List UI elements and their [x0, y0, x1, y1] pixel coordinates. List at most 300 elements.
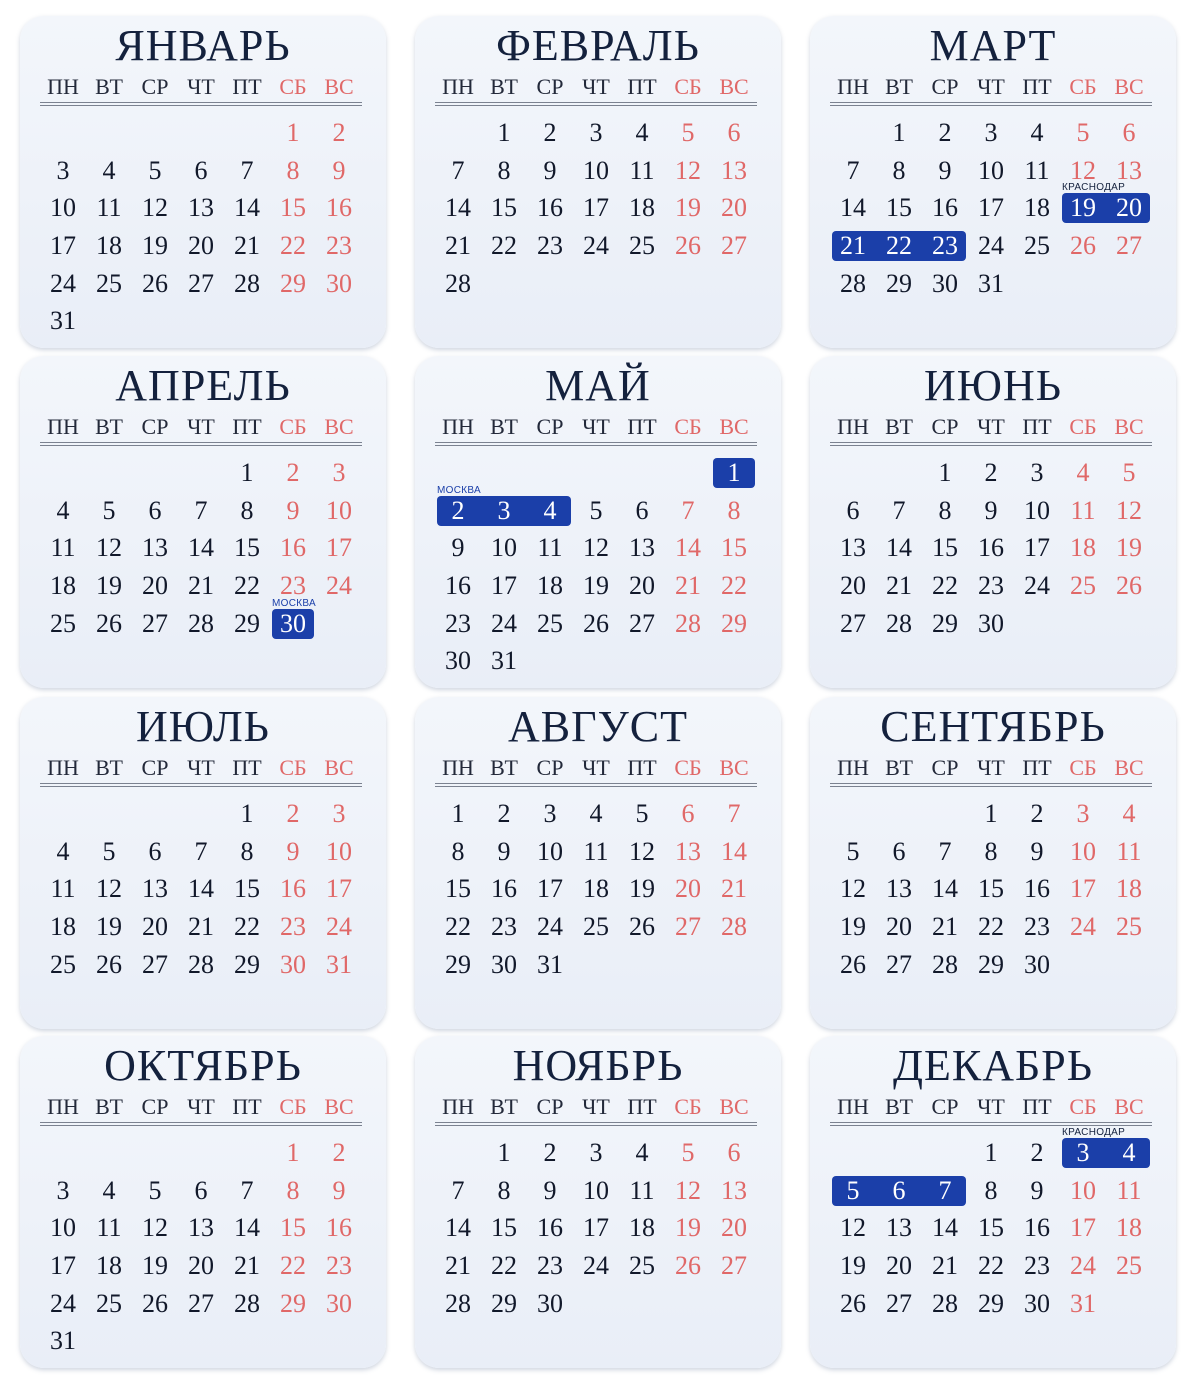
- day-cell: 17: [537, 874, 563, 904]
- day-cell: 6: [681, 799, 695, 828]
- day-cell: 19: [1116, 533, 1142, 563]
- day-cell: 29: [234, 949, 260, 979]
- weekday-label: СР: [931, 1094, 959, 1119]
- day-cell: 30: [326, 268, 352, 298]
- day-cell: 4: [1076, 458, 1090, 487]
- weekday-label: СР: [141, 755, 169, 780]
- day-cell: 18: [1116, 874, 1142, 904]
- weekday-label: ПН: [47, 1094, 79, 1119]
- day-cell: 18: [96, 1251, 122, 1281]
- day-cell: 5: [148, 155, 162, 185]
- weekday-header: [435, 1092, 757, 1126]
- day-cell: 11: [50, 874, 76, 904]
- day-cell: 9: [543, 155, 557, 185]
- day-cell: 18: [1024, 193, 1050, 223]
- empty-cell: [132, 454, 178, 492]
- day-cell: 23: [537, 231, 563, 261]
- weekday-header: [435, 72, 757, 106]
- empty-cell: [40, 795, 86, 833]
- day-cell: 14: [188, 874, 214, 904]
- weekday-label: ЧТ: [582, 414, 610, 439]
- day-cell: 21: [234, 231, 260, 261]
- day-cell: 30: [932, 268, 958, 298]
- day-cell: 11: [629, 1175, 655, 1205]
- day-cell: 27: [675, 912, 701, 942]
- day-cell: 3: [1030, 458, 1044, 487]
- day-cell: 30: [537, 1288, 563, 1318]
- day-cell: 11: [537, 533, 563, 563]
- weekday-label: ПН: [837, 755, 869, 780]
- day-cell: 24: [326, 571, 352, 601]
- day-cell: 16: [326, 193, 352, 223]
- empty-cell: [132, 114, 178, 152]
- empty-cell: [86, 114, 132, 152]
- day-cell: 29: [280, 268, 306, 298]
- day-cell: 8: [984, 1175, 998, 1205]
- day-cell: 30: [1024, 949, 1050, 979]
- day-cell: 9: [286, 836, 300, 866]
- day-cell: 22: [978, 1251, 1004, 1281]
- day-cell: 27: [721, 1251, 747, 1281]
- empty-cell: [435, 1134, 481, 1172]
- weekday-label: СБ: [279, 414, 307, 439]
- day-cell: 27: [721, 231, 747, 261]
- day-cell: 15: [234, 874, 260, 904]
- day-cell: 16: [932, 193, 958, 223]
- weekday-label: ВТ: [885, 74, 913, 99]
- day-cell: 11: [96, 1213, 122, 1243]
- days-grid: [40, 795, 362, 983]
- day-cell: 5: [681, 1138, 695, 1167]
- day-cell: 27: [142, 949, 168, 979]
- day-cell: 13: [886, 874, 912, 904]
- day-cell: 15: [978, 874, 1004, 904]
- weekday-label: ПТ: [627, 755, 657, 780]
- day-cell: 14: [445, 193, 471, 223]
- day-cell: 2: [497, 799, 511, 828]
- day-cell: 16: [280, 533, 306, 563]
- day-cell: 13: [721, 1175, 747, 1205]
- day-cell: 22: [234, 571, 260, 601]
- day-cell: 3: [543, 799, 557, 828]
- day-cell: 4: [102, 1175, 116, 1205]
- weekday-label: ПН: [47, 755, 79, 780]
- day-cell: 7: [194, 495, 208, 525]
- day-cell: 25: [50, 608, 76, 638]
- day-cell: 9: [332, 155, 346, 185]
- weekday-label: ВС: [324, 1094, 354, 1119]
- day-cell: 24: [537, 912, 563, 942]
- day-cell: 29: [280, 1288, 306, 1318]
- weekday-label: ВТ: [885, 755, 913, 780]
- day-cell: 24: [583, 231, 609, 261]
- day-cell: 3: [332, 799, 346, 828]
- day-cell: 2: [332, 118, 346, 147]
- day-cell: 17: [1070, 874, 1096, 904]
- month-title: ДЕКАБРЬ: [892, 1041, 1093, 1090]
- day-cell: 18: [537, 571, 563, 601]
- day-cell: 30: [491, 949, 517, 979]
- weekday-label: ВС: [719, 1094, 749, 1119]
- day-cell: 25: [1070, 571, 1096, 601]
- day-cell: 5: [1076, 118, 1090, 147]
- empty-cell: [830, 795, 876, 833]
- day-cell: 5: [681, 118, 695, 147]
- day-cell: 12: [675, 1175, 701, 1205]
- day-cell: 28: [840, 268, 866, 298]
- empty-cell: [40, 454, 86, 492]
- empty-cell: [178, 795, 224, 833]
- day-cell: 16: [978, 533, 1004, 563]
- day-cell: 7: [451, 155, 465, 185]
- day-cell: 5: [102, 495, 116, 525]
- day-cell: 2: [543, 1138, 557, 1167]
- day-cell: 12: [840, 874, 866, 904]
- weekday-label: ВТ: [95, 74, 123, 99]
- day-cell: 30: [445, 646, 471, 676]
- day-cell: 19: [96, 912, 122, 942]
- day-cell: 30: [280, 608, 306, 638]
- month-card: [810, 1036, 1176, 1368]
- day-cell: 3: [56, 1175, 70, 1205]
- weekday-label: ПТ: [1022, 414, 1052, 439]
- day-cell: 13: [886, 1213, 912, 1243]
- weekday-header: [830, 412, 1152, 446]
- day-cell: 15: [721, 533, 747, 563]
- empty-cell: [876, 1134, 922, 1172]
- day-cell: 26: [840, 1288, 866, 1318]
- day-cell: 14: [840, 193, 866, 223]
- day-cell: 2: [1030, 799, 1044, 828]
- day-cell: 9: [1030, 1175, 1044, 1205]
- weekday-label: ПТ: [1022, 755, 1052, 780]
- day-cell: 29: [932, 608, 958, 638]
- day-cell: 23: [326, 231, 352, 261]
- day-cell: 8: [286, 1175, 300, 1205]
- day-cell: 6: [892, 1175, 906, 1205]
- weekday-label: ПН: [442, 1094, 474, 1119]
- day-cell: 19: [629, 874, 655, 904]
- day-cell: 14: [234, 193, 260, 223]
- day-cell: 20: [675, 874, 701, 904]
- day-cell: 11: [96, 193, 122, 223]
- day-cell: 17: [978, 193, 1004, 223]
- day-cell: 26: [583, 608, 609, 638]
- day-cell: 10: [978, 155, 1004, 185]
- weekday-label: СБ: [279, 74, 307, 99]
- day-cell: 11: [1116, 836, 1142, 866]
- month-card: [20, 697, 386, 1029]
- day-cell: 15: [491, 1213, 517, 1243]
- weekday-label: ПН: [47, 74, 79, 99]
- day-cell: 17: [491, 571, 517, 601]
- day-cell: 31: [50, 306, 76, 336]
- day-cell: 20: [886, 912, 912, 942]
- day-cell: 19: [142, 231, 168, 261]
- month-title: НОЯБРЬ: [512, 1041, 684, 1090]
- month-card: [20, 16, 386, 348]
- day-cell: 6: [892, 836, 906, 866]
- day-cell: 4: [543, 495, 557, 525]
- day-cell: 30: [326, 1288, 352, 1318]
- day-cell: 22: [280, 1251, 306, 1281]
- day-cell: 14: [188, 533, 214, 563]
- weekday-label: ВС: [1114, 755, 1144, 780]
- day-cell: 4: [56, 836, 70, 866]
- day-cell: 20: [142, 912, 168, 942]
- day-cell: 3: [984, 118, 998, 147]
- day-cell: 25: [96, 1288, 122, 1318]
- day-cell: 4: [1122, 799, 1136, 828]
- day-cell: 24: [1024, 571, 1050, 601]
- day-cell: 8: [497, 1175, 511, 1205]
- day-cell: 16: [326, 1213, 352, 1243]
- days-grid: [830, 1134, 1152, 1322]
- day-cell: 15: [932, 533, 958, 563]
- day-cell: 27: [840, 608, 866, 638]
- day-cell: 2: [332, 1138, 346, 1167]
- region-label: МОСКВА: [272, 597, 316, 609]
- day-cell: 11: [629, 155, 655, 185]
- day-cell: 12: [1070, 155, 1096, 185]
- day-cell: 18: [50, 571, 76, 601]
- day-cell: 19: [675, 193, 701, 223]
- day-cell: 9: [286, 495, 300, 525]
- day-cell: 25: [50, 949, 76, 979]
- region-label: КРАСНОДАР: [1062, 1127, 1126, 1138]
- weekday-label: ЧТ: [187, 755, 215, 780]
- weekday-label: ВТ: [490, 1094, 518, 1119]
- weekday-label: ПТ: [627, 74, 657, 99]
- day-cell: 25: [1116, 1251, 1142, 1281]
- day-cell: 28: [675, 608, 701, 638]
- days-grid: [40, 454, 362, 642]
- day-cell: 23: [326, 1251, 352, 1281]
- days-grid: [830, 795, 1152, 983]
- day-cell: 28: [188, 608, 214, 638]
- day-cell: 15: [445, 874, 471, 904]
- day-cell: 29: [978, 1288, 1004, 1318]
- day-cell: 3: [1076, 1138, 1090, 1167]
- weekday-label: ПТ: [627, 1094, 657, 1119]
- month-title: МАЙ: [545, 361, 651, 410]
- day-cell: 7: [846, 155, 860, 185]
- empty-cell: [40, 1134, 86, 1172]
- weekday-label: ВС: [324, 755, 354, 780]
- day-cell: 4: [635, 1138, 649, 1167]
- day-cell: 10: [50, 1213, 76, 1243]
- weekday-label: ВТ: [95, 1094, 123, 1119]
- day-cell: 23: [537, 1251, 563, 1281]
- day-cell: 5: [635, 799, 649, 828]
- day-cell: 26: [96, 608, 122, 638]
- day-cell: 31: [326, 949, 352, 979]
- weekday-label: ВТ: [490, 755, 518, 780]
- weekday-label: ПТ: [1022, 74, 1052, 99]
- days-grid: [830, 454, 1152, 642]
- day-cell: 8: [892, 155, 906, 185]
- day-cell: 7: [240, 1175, 254, 1205]
- day-cell: 12: [1116, 495, 1142, 525]
- day-cell: 1: [451, 799, 465, 828]
- day-cell: 21: [932, 912, 958, 942]
- month-title: АВГУСТ: [508, 702, 688, 751]
- empty-cell: [922, 795, 968, 833]
- day-cell: 2: [451, 495, 465, 525]
- day-cell: 9: [451, 533, 465, 563]
- day-cell: 3: [589, 118, 603, 147]
- day-cell: 27: [886, 949, 912, 979]
- day-cell: 25: [1024, 231, 1050, 261]
- day-cell: 24: [1070, 912, 1096, 942]
- day-cell: 22: [234, 912, 260, 942]
- weekday-label: СБ: [674, 1094, 702, 1119]
- day-cell: 28: [721, 912, 747, 942]
- empty-cell: [619, 454, 665, 492]
- day-cell: 13: [188, 193, 214, 223]
- day-cell: 26: [1116, 571, 1142, 601]
- day-cell: 2: [286, 458, 300, 487]
- day-cell: 26: [675, 231, 701, 261]
- day-cell: 17: [50, 1251, 76, 1281]
- day-cell: 20: [1116, 193, 1142, 223]
- day-cell: 10: [326, 495, 352, 525]
- day-cell: 14: [675, 533, 701, 563]
- day-cell: 3: [56, 155, 70, 185]
- day-cell: 1: [727, 458, 741, 487]
- day-cell: 14: [886, 533, 912, 563]
- day-cell: 2: [543, 118, 557, 147]
- day-cell: 18: [629, 193, 655, 223]
- weekday-label: ВТ: [490, 74, 518, 99]
- day-cell: 26: [1070, 231, 1096, 261]
- weekday-label: ВТ: [885, 414, 913, 439]
- month-title: ИЮЛЬ: [136, 702, 270, 751]
- day-cell: 13: [142, 874, 168, 904]
- day-cell: 6: [194, 1175, 208, 1205]
- day-cell: 21: [188, 912, 214, 942]
- day-cell: 20: [142, 571, 168, 601]
- day-cell: 24: [50, 1288, 76, 1318]
- day-cell: 7: [938, 1175, 952, 1205]
- day-cell: 18: [583, 874, 609, 904]
- day-cell: 14: [932, 874, 958, 904]
- day-cell: 6: [1122, 118, 1136, 147]
- empty-cell: [178, 114, 224, 152]
- day-cell: 19: [840, 912, 866, 942]
- day-cell: 17: [50, 231, 76, 261]
- day-cell: 16: [1024, 1213, 1050, 1243]
- day-cell: 15: [978, 1213, 1004, 1243]
- weekday-label: СБ: [674, 414, 702, 439]
- day-cell: 2: [984, 458, 998, 487]
- weekday-label: ПТ: [1022, 1094, 1052, 1119]
- day-cell: 30: [978, 608, 1004, 638]
- day-cell: 17: [583, 1213, 609, 1243]
- day-cell: 6: [635, 495, 649, 525]
- weekday-header: [40, 753, 362, 787]
- days-grid: [40, 114, 362, 340]
- day-cell: 10: [491, 533, 517, 563]
- weekday-label: СР: [536, 1094, 564, 1119]
- weekday-label: СР: [141, 1094, 169, 1119]
- day-cell: 12: [583, 533, 609, 563]
- day-cell: 13: [840, 533, 866, 563]
- day-cell: 20: [721, 1213, 747, 1243]
- day-cell: 11: [1070, 495, 1096, 525]
- empty-cell: [830, 114, 876, 152]
- day-cell: 23: [280, 571, 306, 601]
- month-title: ИЮНЬ: [923, 361, 1063, 410]
- days-grid: [435, 795, 757, 983]
- day-cell: 23: [280, 912, 306, 942]
- weekday-label: ПТ: [627, 414, 657, 439]
- weekday-label: ВС: [1114, 1094, 1144, 1119]
- day-cell: 29: [721, 608, 747, 638]
- empty-cell: [178, 454, 224, 492]
- day-cell: 20: [188, 1251, 214, 1281]
- day-cell: 28: [886, 608, 912, 638]
- day-cell: 29: [491, 1288, 517, 1318]
- day-cell: 16: [537, 193, 563, 223]
- day-cell: 12: [629, 836, 655, 866]
- empty-cell: [178, 1134, 224, 1172]
- day-cell: 31: [978, 268, 1004, 298]
- month-card: [415, 356, 781, 688]
- weekday-header: [40, 1092, 362, 1126]
- day-cell: 21: [932, 1251, 958, 1281]
- month-card: [20, 356, 386, 688]
- day-cell: 7: [892, 495, 906, 525]
- day-cell: 21: [445, 1251, 471, 1281]
- weekday-label: ПН: [47, 414, 79, 439]
- day-cell: 28: [234, 1288, 260, 1318]
- month-card: [810, 16, 1176, 348]
- day-cell: 5: [846, 1175, 860, 1205]
- day-cell: 10: [326, 836, 352, 866]
- day-cell: 12: [840, 1213, 866, 1243]
- day-cell: 24: [326, 912, 352, 942]
- day-cell: 15: [280, 1213, 306, 1243]
- day-cell: 24: [50, 268, 76, 298]
- day-cell: 31: [1070, 1288, 1096, 1318]
- day-cell: 1: [497, 118, 511, 147]
- weekday-label: ВС: [719, 755, 749, 780]
- day-cell: 4: [102, 155, 116, 185]
- weekday-label: ЧТ: [977, 414, 1005, 439]
- day-cell: 4: [1122, 1138, 1136, 1167]
- day-cell: 9: [1030, 836, 1044, 866]
- days-grid: [830, 114, 1152, 302]
- day-cell: 8: [727, 495, 741, 525]
- day-cell: 30: [1024, 1288, 1050, 1318]
- day-cell: 10: [583, 1175, 609, 1205]
- weekday-label: ПН: [837, 74, 869, 99]
- day-cell: 18: [629, 1213, 655, 1243]
- empty-cell: [224, 114, 270, 152]
- day-cell: 3: [497, 495, 511, 525]
- day-cell: 20: [721, 193, 747, 223]
- day-cell: 23: [1024, 1251, 1050, 1281]
- day-cell: 10: [1070, 836, 1096, 866]
- day-cell: 27: [188, 268, 214, 298]
- day-cell: 10: [537, 836, 563, 866]
- weekday-label: ВС: [1114, 74, 1144, 99]
- day-cell: 7: [681, 495, 695, 525]
- month-card: [415, 697, 781, 1029]
- weekday-label: ПН: [442, 414, 474, 439]
- days-grid: [435, 1134, 757, 1322]
